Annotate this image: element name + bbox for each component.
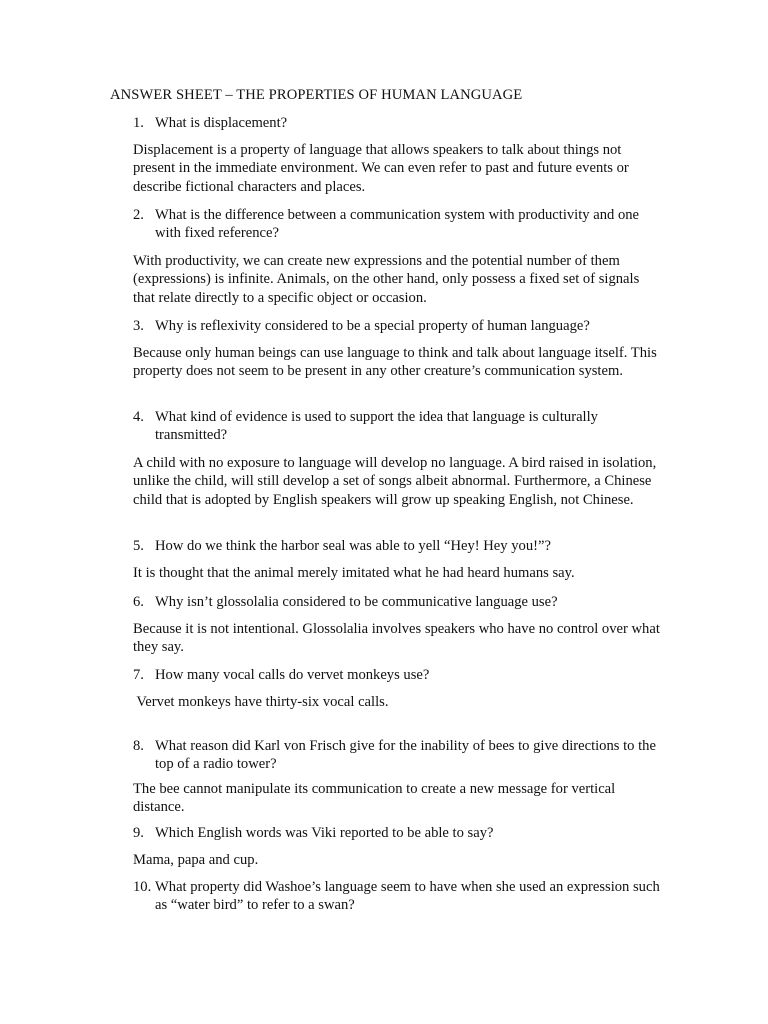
question-text: How do we think the harbor seal was able to yell “Hey! Hey you!”? — [155, 538, 551, 554]
question-number: 3. — [133, 318, 144, 334]
question-text: What kind of evidence is used to support the idea that language is culturally transmitted? — [155, 409, 598, 444]
answer-3: Because only human beings can use language to think and talk about language itself. This property does not seem to be present in any other creature’s communication system. — [133, 345, 657, 380]
question-text: Why is reflexivity considered to be a special property of human language? — [155, 318, 590, 334]
question-1 — [133, 114, 663, 132]
answer-2: With productivity, we can create new expressions and the potential number of them (expressions) is infinite. Animals, on the other hand, only possess a fixed set of signals that relate directly to a specific object or occasion. — [133, 253, 640, 306]
question-7 — [133, 666, 663, 684]
question-number: 1. — [133, 115, 144, 131]
question-number: 7. — [133, 667, 144, 683]
question-number: 6. — [133, 594, 144, 610]
question-text: What property did Washoe’s language seem to have when she used an expression such as “water bird” to refer to a swan? — [155, 879, 660, 914]
question-8 — [133, 737, 663, 774]
question-6 — [133, 593, 663, 611]
question-text: Why isn’t glossolalia considered to be communicative language use? — [155, 594, 558, 610]
question-5 — [133, 537, 663, 555]
question-text: Which English words was Viki reported to be able to say? — [155, 825, 494, 841]
answer-7: Vervet monkeys have thirty-six vocal calls. — [133, 694, 389, 710]
question-number: 2. — [133, 207, 144, 223]
question-text: What is the difference between a communication system with productivity and one with fixed reference? — [155, 207, 640, 242]
question-number: 9. — [133, 825, 144, 841]
question-9 — [133, 824, 663, 842]
question-3 — [133, 317, 663, 335]
question-text: How many vocal calls do vervet monkeys use? — [155, 667, 430, 683]
answer-1: Displacement is a property of language that allows speakers to talk about things not present in the immediate environment. We can even refer to past and future events or describe fictional characters and places. — [133, 142, 629, 195]
question-number: 4. — [133, 409, 144, 425]
question-text: What is displacement? — [155, 115, 288, 131]
answer-8: The bee cannot manipulate its communication to create a new message for vertical distance. — [133, 781, 616, 816]
page-title: ANSWER SHEET – THE PROPERTIES OF HUMAN LANGUAGE — [110, 87, 523, 103]
question-4 — [133, 408, 663, 445]
answer-9: Mama, papa and cup. — [133, 852, 259, 868]
question-number: 10. — [133, 879, 152, 895]
answer-6: Because it is not intentional. Glossolalia involves speakers who have no control over what they say. — [133, 621, 660, 656]
question-number: 5. — [133, 538, 144, 554]
question-number: 8. — [133, 738, 144, 754]
question-10 — [133, 878, 663, 915]
answer-5: It is thought that the animal merely imitated what he had heard humans say. — [133, 565, 575, 581]
answer-4: A child with no exposure to language will develop no language. A bird raised in isolation, unlike the child, will still develop a set of songs albeit abnormal. Furthermore, a Chinese child that is adopted by English speakers will grow up speaking English, not Chinese. — [133, 455, 657, 508]
question-2 — [133, 206, 663, 243]
question-text: What reason did Karl von Frisch give for the inability of bees to give directions to the top of a radio tower? — [155, 738, 656, 773]
